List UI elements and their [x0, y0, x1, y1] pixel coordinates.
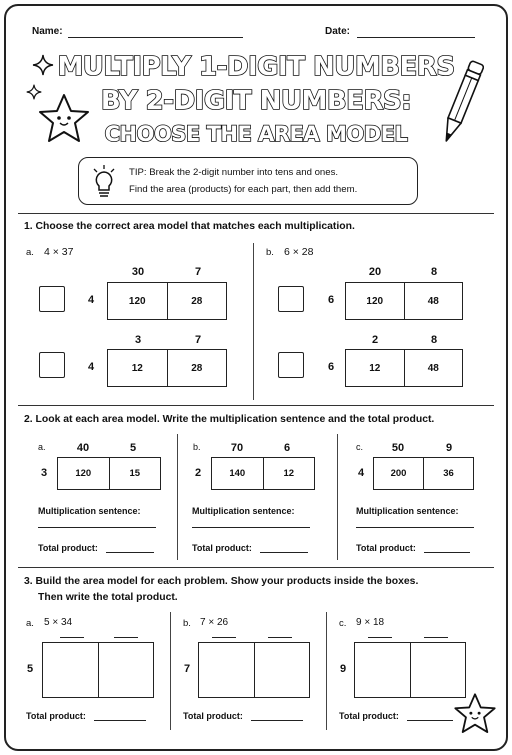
- name-field[interactable]: [68, 37, 243, 38]
- answer-checkbox[interactable]: [278, 352, 304, 378]
- area-model: [345, 282, 463, 320]
- top-label: 5: [129, 442, 137, 454]
- area-cell[interactable]: [355, 643, 410, 697]
- total-label: Total product:: [356, 543, 416, 553]
- side-label: 6: [327, 294, 335, 306]
- top-label: 20: [368, 266, 382, 278]
- item-letter: a.: [26, 618, 34, 629]
- divider: [18, 567, 494, 568]
- problem-3c: 9 × 18: [356, 617, 385, 628]
- column-divider: [253, 243, 254, 400]
- area-model-blank[interactable]: [198, 642, 310, 698]
- area-cell: 140: [229, 468, 246, 479]
- top-label: 6: [283, 442, 291, 454]
- area-cell: 48: [404, 283, 463, 319]
- total-answer-line[interactable]: [94, 720, 146, 721]
- top-label: 8: [430, 334, 438, 346]
- top-label: 3: [134, 334, 142, 346]
- total-label: Total product:: [26, 711, 86, 721]
- side-label: 4: [87, 294, 95, 306]
- top-answer-line[interactable]: [60, 637, 84, 638]
- item-letter: c.: [356, 442, 364, 452]
- area-cell: 120: [128, 295, 146, 307]
- column-divider: [326, 612, 327, 730]
- tip-line-2: Find the area (products) for each part, then add them.: [129, 184, 358, 195]
- area-cell: 15: [109, 458, 161, 489]
- area-cell: 12: [263, 458, 315, 489]
- item-letter: a.: [38, 442, 46, 452]
- top-label: 7: [194, 266, 202, 278]
- area-model: [107, 349, 227, 387]
- total-answer-line[interactable]: [251, 720, 303, 721]
- top-label: 50: [391, 442, 405, 454]
- area-cell: 36: [423, 458, 473, 489]
- question-2: 2. Look at each area model. Write the multiplication sentence and the total product.: [24, 414, 435, 425]
- total-label: Total product:: [183, 711, 243, 721]
- side-label: 9: [339, 663, 347, 675]
- date-label: Date:: [325, 26, 351, 37]
- area-model: [107, 282, 227, 320]
- top-label: 70: [230, 442, 244, 454]
- area-cell[interactable]: [43, 643, 98, 697]
- item-letter: b.: [266, 247, 274, 258]
- top-answer-line[interactable]: [114, 637, 138, 638]
- divider: [18, 405, 494, 406]
- tip-box: [78, 157, 418, 205]
- side-label: 6: [327, 361, 335, 373]
- total-answer-line[interactable]: [106, 552, 154, 553]
- column-divider: [177, 434, 178, 560]
- side-label: 7: [183, 663, 191, 675]
- title-line-1: MULTIPLY 1-DIGIT NUMBERS: [57, 52, 455, 82]
- area-cell: 48: [404, 350, 463, 386]
- sentence-label: Multiplication sentence:: [38, 506, 141, 516]
- question-3-line-1: 3. Build the area model for each problem. Show your products inside the boxes.: [24, 576, 419, 587]
- total-answer-line[interactable]: [260, 552, 308, 553]
- answer-checkbox[interactable]: [39, 286, 65, 312]
- top-answer-line[interactable]: [368, 637, 392, 638]
- divider: [18, 213, 494, 214]
- tip-line-1: TIP: Break the 2-digit number into tens and ones.: [129, 167, 339, 178]
- area-cell: 120: [75, 468, 92, 479]
- date-field[interactable]: [357, 37, 475, 38]
- top-label: 8: [430, 266, 438, 278]
- top-label: 9: [445, 442, 453, 454]
- column-divider: [337, 434, 338, 560]
- top-answer-line[interactable]: [424, 637, 448, 638]
- side-label: 2: [194, 467, 202, 479]
- question-3-line-2: Then write the total product.: [38, 592, 178, 603]
- side-label: 3: [40, 467, 48, 479]
- total-label: Total product:: [192, 543, 252, 553]
- top-label: 40: [76, 442, 90, 454]
- sentence-answer-line[interactable]: [38, 527, 156, 528]
- area-cell: 12: [131, 362, 143, 374]
- area-cell: 28: [167, 350, 227, 386]
- problem-3a: 5 × 34: [44, 617, 73, 628]
- lightbulb-icon: [91, 164, 117, 200]
- area-model: [57, 457, 161, 490]
- total-label: Total product:: [339, 711, 399, 721]
- total-label: Total product:: [38, 543, 98, 553]
- area-model-blank[interactable]: [42, 642, 154, 698]
- sentence-label: Multiplication sentence:: [192, 506, 295, 516]
- area-cell[interactable]: [199, 643, 254, 697]
- item-letter: a.: [26, 247, 34, 258]
- item-letter: b.: [193, 442, 201, 452]
- side-label: 5: [26, 663, 34, 675]
- area-model: [211, 457, 315, 490]
- total-answer-line[interactable]: [407, 720, 453, 721]
- sentence-answer-line[interactable]: [192, 527, 310, 528]
- column-divider: [170, 612, 171, 730]
- title-line-3: CHOOSE THE AREA MODEL: [104, 122, 408, 146]
- side-label: 4: [87, 361, 95, 373]
- item-letter: b.: [183, 618, 191, 629]
- sentence-answer-line[interactable]: [356, 527, 474, 528]
- total-answer-line[interactable]: [424, 552, 470, 553]
- area-model-blank[interactable]: [354, 642, 466, 698]
- area-cell: 28: [167, 283, 227, 319]
- top-label: 7: [194, 334, 202, 346]
- area-cell[interactable]: [410, 643, 466, 697]
- answer-checkbox[interactable]: [39, 352, 65, 378]
- area-cell: 12: [369, 362, 381, 374]
- problem-1b: 6 × 28: [284, 246, 314, 258]
- area-cell[interactable]: [254, 643, 310, 697]
- top-answer-line[interactable]: [212, 637, 236, 638]
- name-label: Name:: [32, 26, 63, 37]
- item-letter: c.: [339, 618, 347, 629]
- area-cell: 200: [390, 468, 407, 479]
- sentence-label: Multiplication sentence:: [356, 506, 459, 516]
- top-answer-line[interactable]: [268, 637, 292, 638]
- answer-checkbox[interactable]: [278, 286, 304, 312]
- area-cell[interactable]: [98, 643, 154, 697]
- top-label: 30: [131, 266, 145, 278]
- problem-3b: 7 × 26: [200, 617, 229, 628]
- star-mascot-icon: [452, 690, 498, 738]
- question-1: 1. Choose the correct area model that matches each multiplication.: [24, 221, 355, 232]
- problem-1a: 4 × 37: [44, 246, 74, 258]
- area-cell: 120: [366, 295, 384, 307]
- area-model: [345, 349, 463, 387]
- top-label: 2: [371, 334, 379, 346]
- area-model: [373, 457, 474, 490]
- side-label: 4: [357, 467, 365, 479]
- title-line-2: BY 2-DIGIT NUMBERS:: [100, 86, 412, 116]
